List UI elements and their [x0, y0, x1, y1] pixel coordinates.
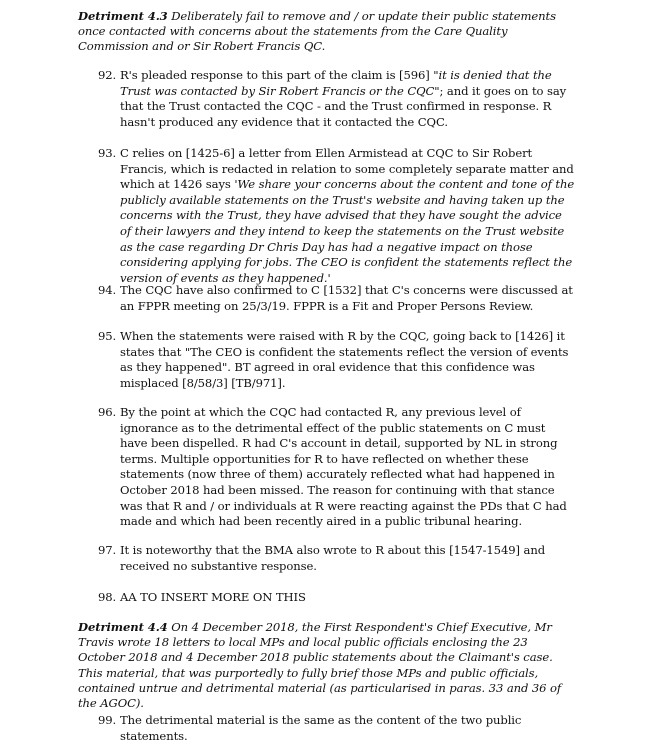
- paragraph-94: [98, 283, 576, 314]
- paragraph-97: [98, 543, 576, 574]
- paragraph-text-segment: R's pleaded response to this part of the claim is [596] ": [120, 68, 439, 82]
- paragraph-text: It is noteworthy that the BMA also wrote to R about this [1547-1549] and received no substantive response.: [120, 543, 546, 573]
- paragraph-text: The CQC have also confirmed to C [1532] that C's concerns were discussed at an FPPR meeting on 25/3/19. FPPR is a Fit and Proper Persons Review.: [120, 283, 573, 313]
- detriment-4-4-label: Detriment 4.4: [78, 620, 168, 634]
- paragraph-number: 96.: [98, 405, 117, 419]
- paragraph-text-segment: C relies on [1425-6] a letter from Ellen Armistead at CQC to Sir Robert Francis, which is redacted in relation to some completely separate matter and which at 1426 says: [120, 146, 574, 192]
- paragraph-number: 92.: [98, 68, 117, 82]
- paragraph-text: AA TO INSERT MORE ON THIS: [120, 590, 306, 604]
- detriment-4-3-label: Detriment 4.3: [78, 9, 168, 23]
- paragraph-95: [98, 329, 576, 391]
- paragraph-number: 95.: [98, 329, 117, 343]
- detriment-4-3-text: Deliberately fail to remove and / or update their public statements once contacted with concerns about the statements from the Care Quality Commission and or Sir Robert Francis QC.: [78, 9, 556, 54]
- paragraph-number: 94.: [98, 283, 117, 297]
- paragraph-number: 99.: [98, 713, 117, 727]
- detriment-4-4-text: On 4 December 2018, the First Respondent's Chief Executive, Mr Travis wrote 18 letters to local MPs and local public officials enclosing the 23 October 2018 and 4 December 2018 public statements about the Claimant's case. This material, that was purportedly to fully brief those MPs and public officials, contained untrue and detrimental material (as particularised in paras. 33 and 36 of the AGOC).: [78, 620, 562, 711]
- paragraph-number: 98.: [98, 590, 117, 604]
- paragraph-number: 97.: [98, 543, 117, 557]
- paragraph-text: [120, 146, 576, 286]
- paragraph-text: The detrimental material is the same as the content of the two public statements.: [120, 713, 522, 743]
- detriment-4-3-block: [78, 9, 578, 55]
- paragraph-93: [98, 146, 576, 286]
- paragraph-text: When the statements were raised with R by the CQC, going back to [1426] it states that "The CEO is confident the statements reflect the version of events as they happened". BT agreed in oral evidence that this confidence was misplaced [8/58/3] [TB/971].: [120, 329, 569, 390]
- paragraph-98: [98, 590, 576, 606]
- paragraph-99: [98, 713, 576, 744]
- paragraph-text: By the point at which the CQC had contacted R, any previous level of ignorance as to the detrimental effect of the public statements on C must have been dispelled. R had C's account in detail, supported by NL in strong terms. Multiple opportunities for R to have reflected on whether these statements (now three of them) accurately reflected what had happened in October 2018 had been missed. The reason for continuing with that stance was that R and / or individuals at R were reacting against the PDs that C had made and which had been recently aired in a public tribunal hearing.: [120, 405, 567, 529]
- quoted-pleading: it is denied that the Trust was contacted by Sir Robert Francis or the CQC: [120, 68, 552, 98]
- paragraph-92: [98, 68, 576, 130]
- paragraph-text-segment: "; and it goes on to say that the Trust contacted the CQC - and the Trust confirmed in response. R hasn't produced any evidence that it contacted the CQC.: [120, 83, 567, 129]
- paragraph-96: [98, 405, 576, 530]
- paragraph-number: 93.: [98, 146, 117, 160]
- quoted-letter: 'We share your concerns about the content and tone of the publicly available statements on the Trust's website and having taken up the concerns with the Trust, they have advised that they have sought the advice of their lawyers and they intend to keep the statements on the Trust website as the case regarding Dr Chris Day has had a negative impact on those considering applying for jobs. The CEO is confident the statements reflect the version of events as they happened.': [120, 177, 575, 285]
- paragraph-text: [120, 68, 576, 130]
- detriment-4-4-block: [78, 620, 578, 711]
